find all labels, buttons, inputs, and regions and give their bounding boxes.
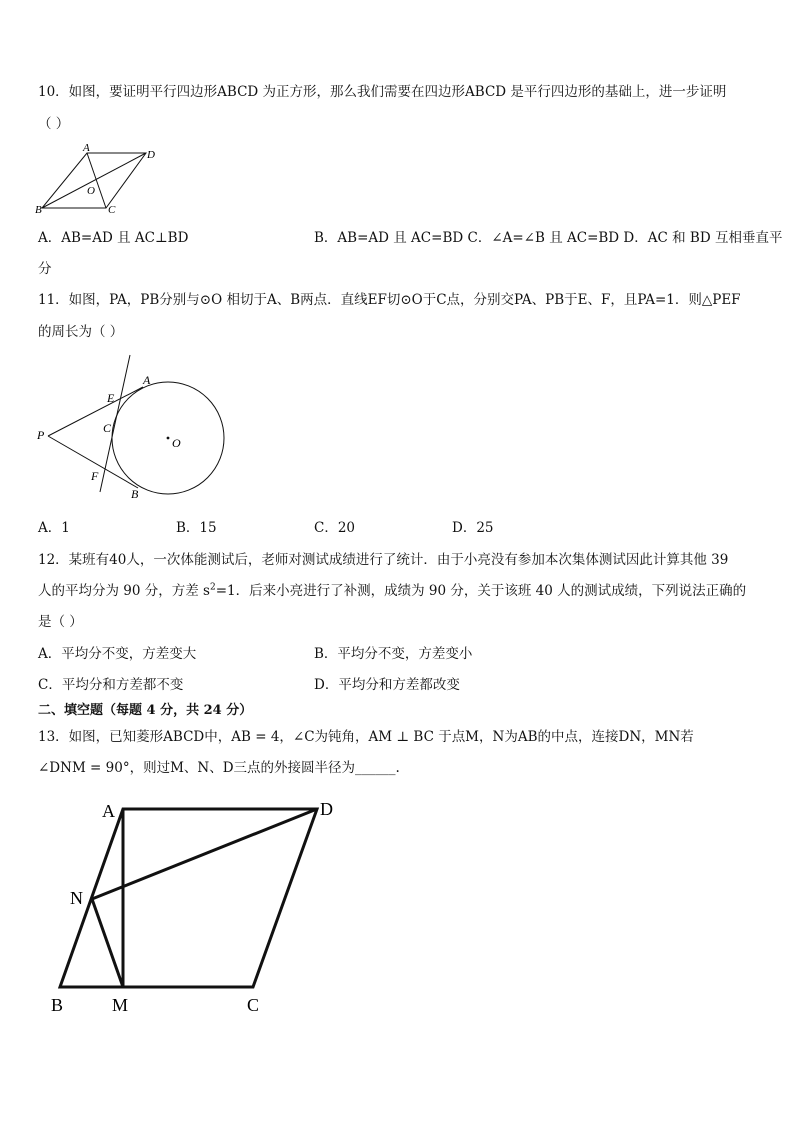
- q11-label-A: A: [143, 373, 151, 387]
- q11-stem-2: 的周长为（ ）: [38, 324, 124, 340]
- q11-option-d: D．25: [452, 520, 494, 536]
- q10-option-tail: 分: [38, 261, 52, 277]
- q12-line-1: 12．某班有40人，一次体能测试后，老师对测试成绩进行了统计．由于小亮没有参加本次集体测试因此计算其他 39: [38, 552, 729, 568]
- q11-option-a: A．1: [38, 520, 70, 536]
- q13-label-D: D: [320, 799, 333, 819]
- q13-label-C: C: [247, 995, 260, 1015]
- q10-stem: 10．如图，要证明平行四边形ABCD 为正方形，那么我们需要在四边形ABCD 是平行四边形的基础上，进一步证明: [38, 84, 727, 100]
- q11-label-O: O: [172, 436, 181, 450]
- q10-label-D: D: [147, 149, 155, 161]
- q10-answer-paren: （ ）: [38, 116, 70, 132]
- q13-rhombus-figure: [40, 795, 360, 1025]
- q12-line-2-pre: 人的平均分为 90 分，方差 s: [38, 583, 210, 599]
- q11-label-B: B: [131, 487, 139, 501]
- q10-label-O: O: [87, 185, 95, 197]
- q13-line-1: 13．如图，已知菱形ABCD中，AB = 4，∠C为钝角，AM ⊥ BC 于点M，N为AB的中点，连接DN，MN若: [38, 729, 694, 745]
- q11-label-P: P: [37, 428, 45, 442]
- q10-label-A: A: [83, 142, 90, 154]
- q13-label-B: B: [51, 995, 64, 1015]
- q12-line-2-post: =1．后来小亮进行了补测，成绩为 90 分，关于该班 40 人的测试成绩，下列说法正确的: [215, 583, 747, 599]
- q10-parallelogram-figure: [30, 140, 170, 220]
- q11-label-C: C: [103, 421, 112, 435]
- section-2-title: 二、填空题（每题 4 分，共 24 分）: [38, 703, 253, 718]
- q11-stem: 11．如图，PA，PB分别与⊙O 相切于A、B两点．直线EF切⊙O于C点，分别交PA、PB于E、F，且PA=1．则△PEF: [38, 292, 741, 308]
- q12-superscript: 2: [209, 582, 216, 593]
- q13-line-2: ∠DNM = 90°，则过M、N、D三点的外接圆半径为______.: [38, 760, 400, 776]
- q13-label-A: A: [102, 801, 115, 821]
- q12-option-a: A．平均分不变，方差变大: [38, 646, 197, 662]
- q12-line-2: [38, 581, 746, 601]
- q11-label-F: F: [91, 469, 99, 483]
- q11-circle-tangent-figure: [30, 350, 230, 505]
- q12-option-b: B．平均分不变，方差变小: [314, 646, 473, 662]
- q10-option-bcd: B．AB=AD 且 AC=BD C．∠A=∠B 且 AC=BD D．AC 和 BD 互相垂直平: [314, 230, 783, 246]
- q10-label-B: B: [35, 204, 42, 216]
- q13-label-M: M: [112, 995, 129, 1015]
- q10-label-C: C: [108, 204, 116, 216]
- q11-option-b: B．15: [176, 520, 217, 536]
- q12-option-d: D．平均分和方差都改变: [314, 677, 460, 693]
- q11-option-c: C．20: [314, 520, 356, 536]
- q12-option-c: C．平均分和方差都不变: [38, 677, 184, 693]
- q11-label-E: E: [107, 391, 115, 405]
- q12-line-3: 是（ ）: [38, 614, 83, 630]
- q13-label-N: N: [70, 888, 83, 908]
- q10-option-a: A．AB=AD 且 AC⊥BD: [38, 230, 189, 246]
